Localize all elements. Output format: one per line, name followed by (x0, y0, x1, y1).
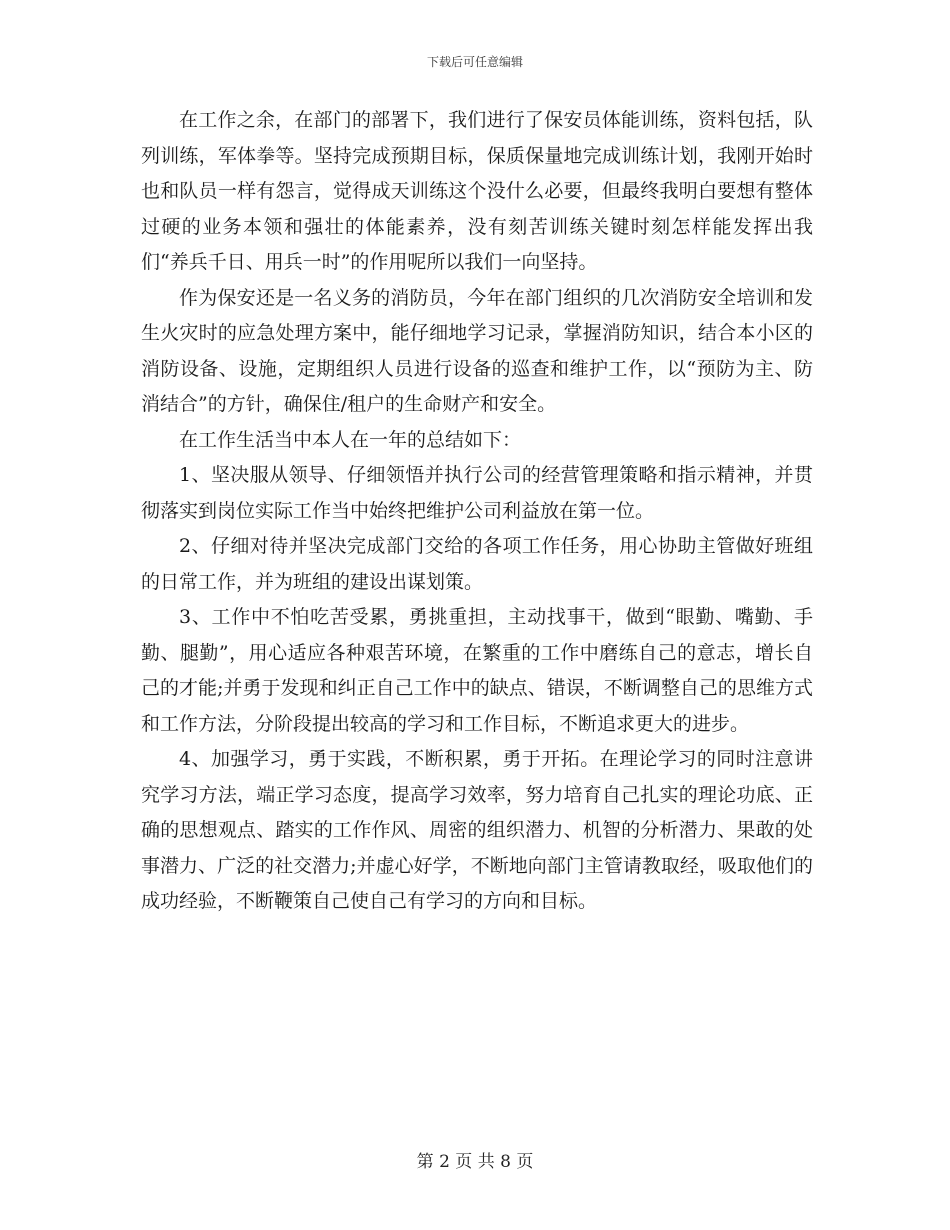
document-body (141, 103, 813, 920)
page-footer: 第 2 页 共 8 页 (416, 1152, 534, 1172)
paragraph-item-1: 1、坚决服从领导、仔细领悟并执行公司的经营管理策略和指示精神，并贯彻落实到岗位实际工作当中始终把维护公司利益放在第一位。 (141, 464, 813, 522)
paragraph-training: 在工作之余，在部门的部署下，我们进行了保安员体能训练，资料包括，队列训练，军体拳等。坚持完成预期目标，保质保量地完成训练计划，我刚开始时也和队员一样有怨言，觉得成天训练这个没什么必要，但最终我明白要想有整体过硬的业务本领和强壮的体能素养，没有刻苦训练关键时刻怎样能发挥出我们“养兵千日、用兵一时”的作用呢所以我们一向坚持。 (141, 109, 813, 273)
paragraph-item-4: 4、加强学习，勇于实践，不断积累，勇于开拓。在理论学习的同时注意讲究学习方法，端正学习态度，提高学习效率，努力培育自己扎实的理论功底、正确的思想观点、踏实的工作作风、周密的组织潜力、机智的分析潜力、果敢的处事潜力、广泛的社交潜力;并虚心好学，不断地向部门主管请教取经，吸取他们的成功经验，不断鞭策自己使自己有学习的方向和目标。 (141, 748, 813, 912)
paragraph-item-2: 2、仔细对待并坚决完成部门交给的各项工作任务，用心协助主管做好班组的日常工作，并为班组的建设出谋划策。 (141, 535, 813, 593)
page-header: 下载后可任意编辑 (426, 55, 523, 69)
paragraph-summary-intro: 在工作生活当中本人在一年的总结如下： (179, 428, 522, 451)
paragraph-item-3: 3、工作中不怕吃苦受累，勇挑重担，主动找事干，做到“眼勤、嘴勤、手勤、腿勤”，用心适应各种艰苦环境，在繁重的工作中磨练自己的意志，增长自己的才能;并勇于发现和纠正自己工作中的缺点、错误，不断调整自己的思维方式和工作方法，分阶段提出较高的学习和工作目标，不断追求更大的进步。 (141, 606, 813, 735)
paragraph-fire-safety: 作为保安还是一名义务的消防员，今年在部门组织的几次消防安全培训和发生火灾时的应急处理方案中，能仔细地学习记录，掌握消防知识，结合本小区的消防设备、设施，定期组织人员进行设备的巡查和维护工作，以“预防为主、防消结合”的方针，确保住/租户的生命财产和安全。 (141, 286, 813, 415)
